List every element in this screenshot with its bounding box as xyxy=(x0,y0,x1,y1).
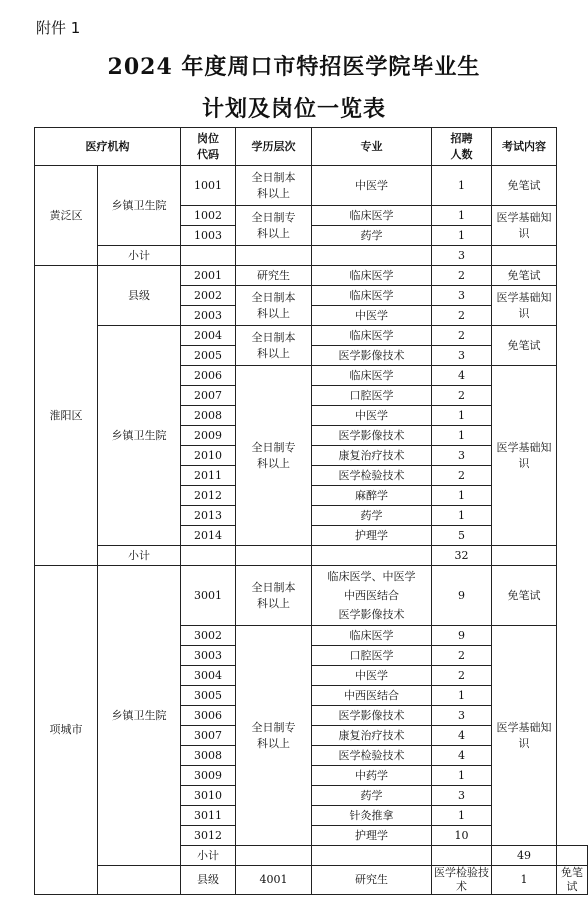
post-code: 1002 xyxy=(181,206,236,226)
count-cell: 1 xyxy=(432,506,492,526)
major-cell: 中医学 xyxy=(312,306,432,326)
count-cell: 2 xyxy=(432,306,492,326)
count-cell: 1 xyxy=(432,406,492,426)
count-cell: 1 xyxy=(432,766,492,786)
major-line: 中西医结合 xyxy=(344,589,399,602)
major-cell: 医学影像技术 xyxy=(312,426,432,446)
exam-cell: 医学基础知识 xyxy=(492,626,557,846)
post-code: 3009 xyxy=(181,766,236,786)
major-cell: 临床医学 xyxy=(312,366,432,386)
major-cell: 药学 xyxy=(312,786,432,806)
major-cell: 麻醉学 xyxy=(312,486,432,506)
major-cell: 中药学 xyxy=(312,766,432,786)
major-line: 临床医学、中医学 xyxy=(327,570,416,583)
count-cell: 1 xyxy=(432,226,492,246)
count-cell: 2 xyxy=(432,386,492,406)
exam-cell: 免笔试 xyxy=(492,326,557,366)
page-subtitle: 计划及岗位一览表 xyxy=(201,96,386,122)
post-code: 2008 xyxy=(181,406,236,426)
count-cell: 2 xyxy=(432,646,492,666)
district-huangfan: 黄泛区 xyxy=(35,166,98,266)
header-exam: 考试内容 xyxy=(492,128,557,166)
major-cell: 医学检验技术 xyxy=(312,466,432,486)
major-cell: 医学检验技术 xyxy=(432,866,492,895)
header-post-code: 岗位代码 xyxy=(181,128,236,166)
major-cell xyxy=(312,566,432,626)
exam-cell: 免笔试 xyxy=(492,166,557,206)
post-code: 2013 xyxy=(181,506,236,526)
major-cell: 康复治疗技术 xyxy=(312,726,432,746)
post-code: 2003 xyxy=(181,306,236,326)
major-cell: 口腔医学 xyxy=(312,646,432,666)
post-code: 2001 xyxy=(181,266,236,286)
major-cell: 医学检验技术 xyxy=(312,746,432,766)
major-cell: 医学影像技术 xyxy=(312,346,432,366)
level-township: 乡镇卫生院 xyxy=(98,326,181,546)
count-cell: 1 xyxy=(432,206,492,226)
post-code: 3010 xyxy=(181,786,236,806)
post-code: 3005 xyxy=(181,686,236,706)
count-cell: 3 xyxy=(432,706,492,726)
post-code: 3003 xyxy=(181,646,236,666)
post-code: 2006 xyxy=(181,366,236,386)
post-code: 2010 xyxy=(181,446,236,466)
post-code: 2002 xyxy=(181,286,236,306)
post-code: 2004 xyxy=(181,326,236,346)
major-line: 医学影像技术 xyxy=(338,608,405,621)
district-xiangcheng: 项城市 xyxy=(35,566,98,895)
count-cell: 1 xyxy=(432,426,492,446)
count-cell: 9 xyxy=(432,566,492,626)
post-code: 2009 xyxy=(181,426,236,446)
major-cell: 护理学 xyxy=(312,526,432,546)
count-cell: 5 xyxy=(432,526,492,546)
count-cell: 4 xyxy=(432,746,492,766)
count-cell: 3 xyxy=(432,446,492,466)
major-cell: 临床医学 xyxy=(312,286,432,306)
post-code: 2007 xyxy=(181,386,236,406)
post-code: 2012 xyxy=(181,486,236,506)
post-code: 3007 xyxy=(181,726,236,746)
count-cell: 1 xyxy=(492,866,557,895)
subtotal-row xyxy=(35,546,588,566)
exam-cell: 医学基础知识 xyxy=(492,206,557,246)
education-cell: 全日制本科以上 xyxy=(236,326,312,366)
post-code: 3008 xyxy=(181,746,236,766)
education-cell: 全日制专科以上 xyxy=(236,366,312,546)
header-recruit-count: 招聘人数 xyxy=(432,128,492,166)
post-code: 4001 xyxy=(236,866,312,895)
table-row xyxy=(35,866,588,895)
count-cell: 1 xyxy=(432,166,492,206)
major-cell: 中医学 xyxy=(312,666,432,686)
exam-cell: 免笔试 xyxy=(492,266,557,286)
exam-cell: 医学基础知识 xyxy=(492,286,557,326)
major-cell: 临床医学 xyxy=(312,266,432,286)
header-major: 专业 xyxy=(312,128,432,166)
count-cell: 9 xyxy=(432,626,492,646)
exam-cell: 免笔试 xyxy=(492,566,557,626)
post-code: 1003 xyxy=(181,226,236,246)
count-cell: 3 xyxy=(432,346,492,366)
level-township: 乡镇卫生院 xyxy=(98,566,181,866)
count-cell: 1 xyxy=(432,486,492,506)
post-code: 3012 xyxy=(181,826,236,846)
major-cell: 临床医学 xyxy=(312,206,432,226)
count-cell: 1 xyxy=(432,686,492,706)
count-cell: 4 xyxy=(432,366,492,386)
table-row xyxy=(35,566,588,626)
count-cell: 3 xyxy=(432,286,492,306)
major-cell: 口腔医学 xyxy=(312,386,432,406)
table-header-row xyxy=(35,128,588,166)
count-cell: 2 xyxy=(432,466,492,486)
major-cell: 临床医学 xyxy=(312,326,432,346)
major-cell: 临床医学 xyxy=(312,626,432,646)
attachment-label: 附件 1 xyxy=(36,19,81,37)
header-institution: 医疗机构 xyxy=(35,128,181,166)
post-code: 3011 xyxy=(181,806,236,826)
education-cell: 研究生 xyxy=(312,866,432,895)
subtotal-label: 小计 xyxy=(181,846,236,866)
post-code: 3002 xyxy=(181,626,236,646)
post-code: 3004 xyxy=(181,666,236,686)
district-huaiyang: 淮阳区 xyxy=(35,266,98,566)
major-cell: 药学 xyxy=(312,506,432,526)
count-cell: 2 xyxy=(432,266,492,286)
education-cell: 全日制专科以上 xyxy=(236,626,312,846)
level-county: 县级 xyxy=(98,266,181,326)
count-cell: 10 xyxy=(432,826,492,846)
education-cell: 全日制本科以上 xyxy=(236,286,312,326)
major-cell: 药学 xyxy=(312,226,432,246)
subtotal-value: 49 xyxy=(492,846,557,866)
subtotal-value: 32 xyxy=(432,546,492,566)
major-cell: 中医学 xyxy=(312,406,432,426)
level-township: 乡镇卫生院 xyxy=(98,166,181,246)
count-cell: 4 xyxy=(432,726,492,746)
count-cell: 2 xyxy=(432,326,492,346)
subtotal-label: 小计 xyxy=(98,546,181,566)
count-cell: 3 xyxy=(432,786,492,806)
header-education: 学历层次 xyxy=(236,128,312,166)
education-cell: 研究生 xyxy=(236,266,312,286)
post-code: 3006 xyxy=(181,706,236,726)
education-cell: 全日制本科以上 xyxy=(236,166,312,206)
post-code: 1001 xyxy=(181,166,236,206)
level-county: 县级 xyxy=(181,866,236,895)
subtotal-value: 3 xyxy=(432,246,492,266)
major-cell: 针灸推拿 xyxy=(312,806,432,826)
major-cell: 中医学 xyxy=(312,166,432,206)
post-code: 2011 xyxy=(181,466,236,486)
table-row xyxy=(35,166,588,206)
page-title: 2024 年度周口市特招医学院毕业生 xyxy=(107,54,481,80)
count-cell: 2 xyxy=(432,666,492,686)
table-row xyxy=(35,266,588,286)
recruitment-table xyxy=(34,127,588,895)
table-row xyxy=(35,326,588,346)
education-cell: 全日制专科以上 xyxy=(236,206,312,246)
major-cell: 护理学 xyxy=(312,826,432,846)
post-code: 2005 xyxy=(181,346,236,366)
exam-cell: 免笔试 xyxy=(557,866,588,895)
major-cell: 中西医结合 xyxy=(312,686,432,706)
post-code: 3001 xyxy=(181,566,236,626)
major-cell: 康复治疗技术 xyxy=(312,446,432,466)
subtotal-row xyxy=(35,246,588,266)
major-cell: 医学影像技术 xyxy=(312,706,432,726)
subtotal-label: 小计 xyxy=(98,246,181,266)
post-code: 2014 xyxy=(181,526,236,546)
count-cell: 1 xyxy=(432,806,492,826)
exam-cell: 医学基础知识 xyxy=(492,366,557,546)
education-cell: 全日制本科以上 xyxy=(236,566,312,626)
